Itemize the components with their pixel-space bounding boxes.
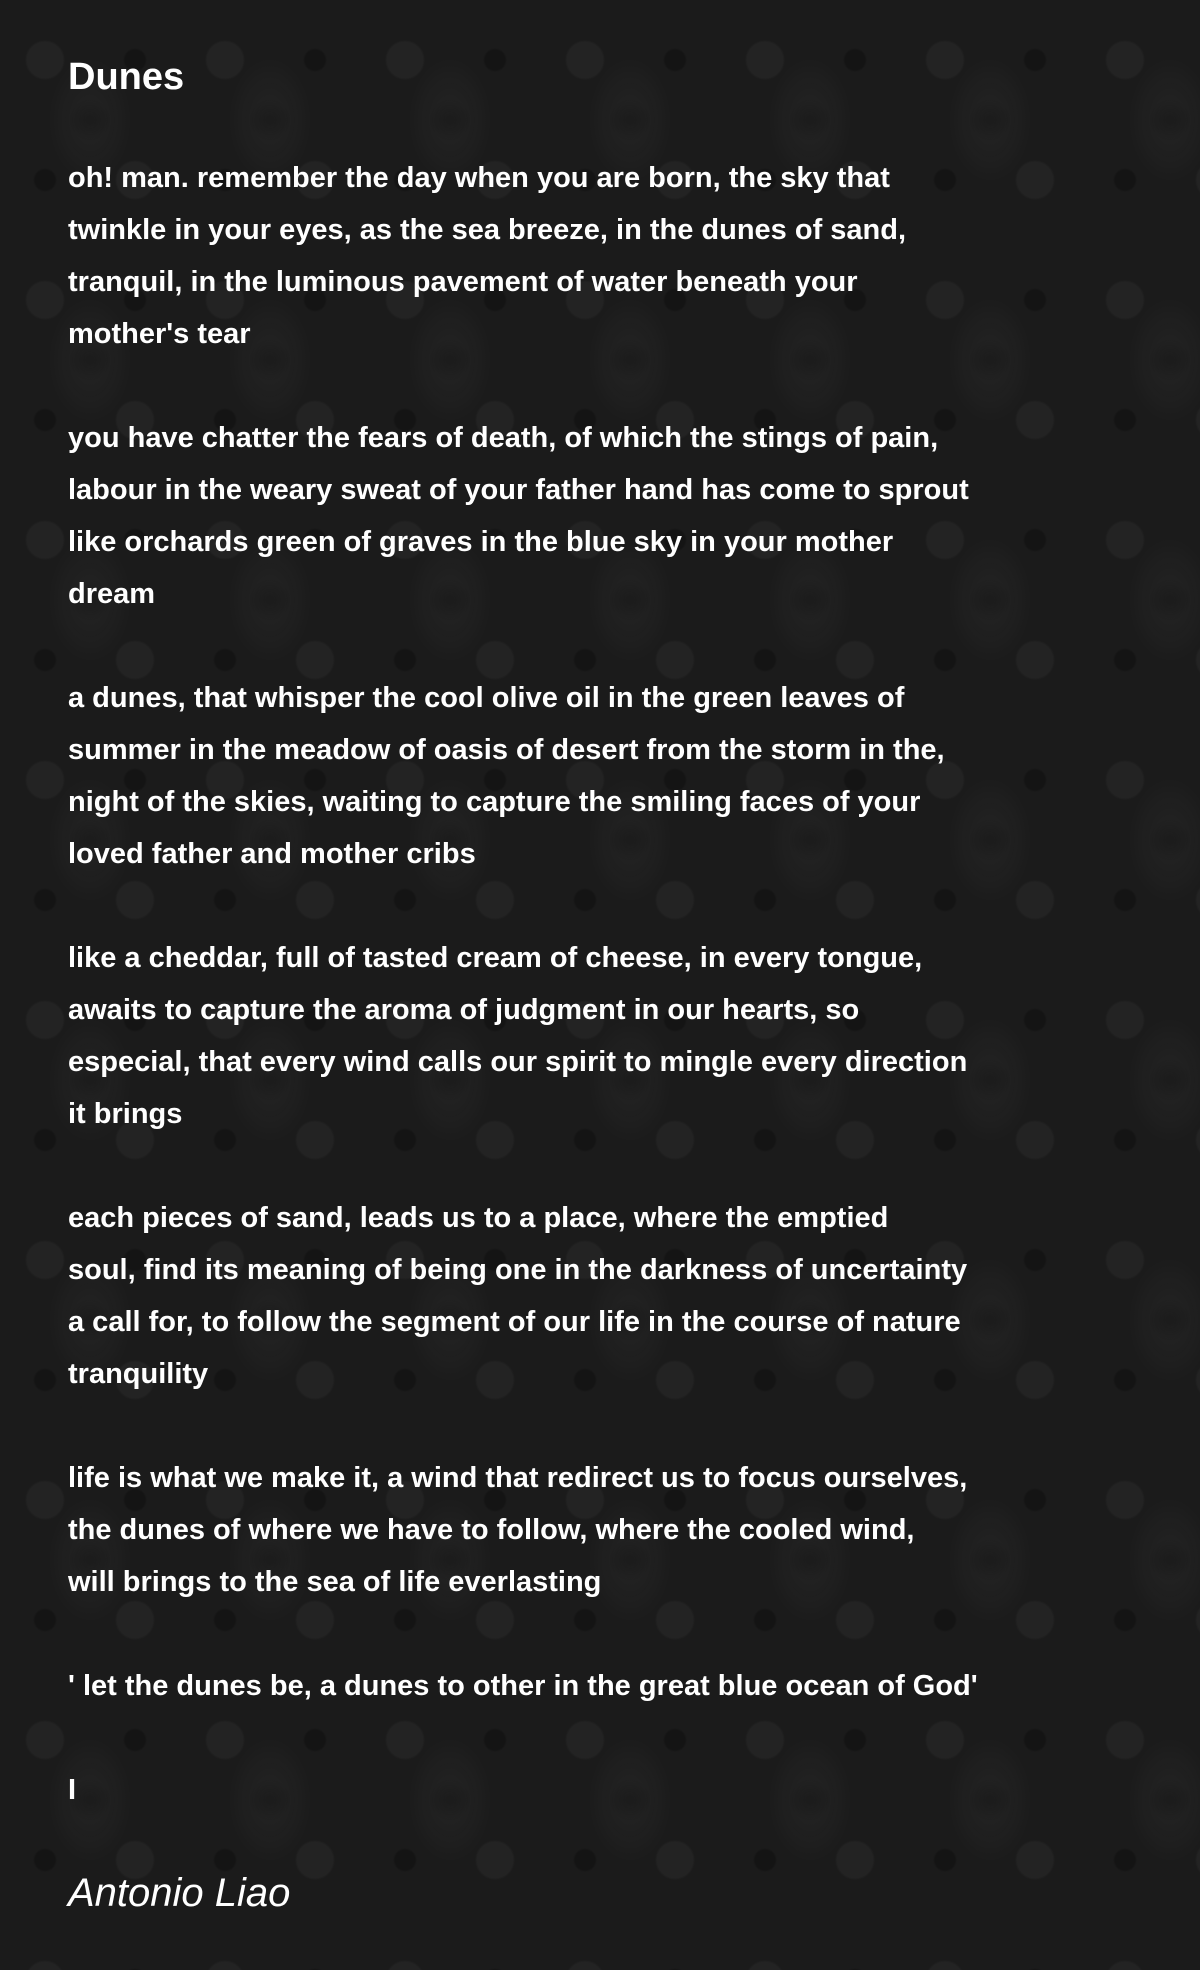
poem-line: especial, that every wind calls our spirit to mingle every direction: [68, 1046, 968, 1078]
poem-author: Antonio Liao: [68, 1871, 291, 1915]
poem-line: oh! man. remember the day when you are born, the sky that: [68, 162, 890, 194]
poem-line: each pieces of sand, leads us to a place, where the emptied: [68, 1202, 889, 1234]
stanza-7: [68, 1660, 1132, 1712]
poem-line: a dunes, that whisper the cool olive oil in the green leaves of: [68, 682, 905, 714]
poem-line: night of the skies, waiting to capture the smiling faces of your: [68, 786, 921, 818]
stanza-3: [68, 672, 1132, 880]
stanza-6: [68, 1452, 1132, 1608]
poem-line: I: [68, 1774, 77, 1806]
poem-line: it brings: [68, 1098, 183, 1130]
stanza-4: [68, 932, 1132, 1140]
poem-title: Dunes: [68, 56, 185, 98]
poem-line: like orchards green of graves in the blue sky in your mother: [68, 526, 894, 558]
poem-line: dream: [68, 578, 156, 610]
poem-line: mother's tear: [68, 318, 251, 350]
poem-line: tranquil, in the luminous pavement of water beneath your: [68, 266, 858, 298]
poem-line: loved father and mother cribs: [68, 838, 476, 870]
poem-line: ' let the dunes be, a dunes to other in the great blue ocean of God': [68, 1670, 978, 1702]
poem-line: you have chatter the fears of death, of which the stings of pain,: [68, 422, 939, 454]
poem-line: a call for, to follow the segment of our life in the course of nature: [68, 1306, 961, 1338]
stanza-5: [68, 1192, 1132, 1400]
poem-line: life is what we make it, a wind that redirect us to focus ourselves,: [68, 1462, 968, 1494]
stanza-8: [68, 1764, 1132, 1816]
poem-line: like a cheddar, full of tasted cream of cheese, in every tongue,: [68, 942, 923, 974]
poem-line: the dunes of where we have to follow, where the cooled wind,: [68, 1514, 915, 1546]
poem-line: will brings to the sea of life everlasting: [68, 1566, 602, 1598]
poem-line: awaits to capture the aroma of judgment in our hearts, so: [68, 994, 860, 1026]
poem-line: twinkle in your eyes, as the sea breeze, in the dunes of sand,: [68, 214, 907, 246]
poem-line: labour in the weary sweat of your father hand has come to sprout: [68, 474, 969, 506]
poem-body: [68, 152, 1132, 1816]
poem-line: soul, find its meaning of being one in the darkness of uncertainty: [68, 1254, 968, 1286]
poem-line: tranquility: [68, 1358, 209, 1390]
stanza-2: [68, 412, 1132, 620]
poem-line: summer in the meadow of oasis of desert from the storm in the,: [68, 734, 945, 766]
stanza-1: [68, 152, 1132, 360]
